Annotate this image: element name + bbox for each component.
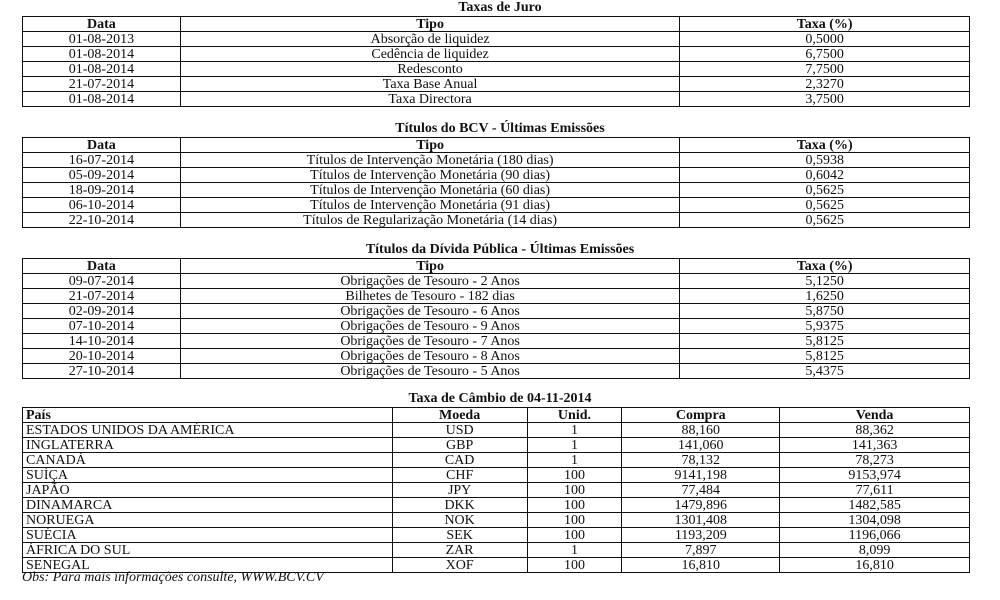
table-cell: 5,8125 xyxy=(680,334,970,349)
table-cell: 5,1250 xyxy=(680,274,970,289)
table-cell: 100 xyxy=(527,513,622,528)
column-header: Taxa (%) xyxy=(680,17,970,32)
table-row xyxy=(23,528,970,543)
table-row xyxy=(23,364,970,379)
table-cell: 9153,974 xyxy=(780,468,970,483)
table-row xyxy=(23,92,970,107)
table-cell: 01-08-2013 xyxy=(23,32,181,47)
table-cell: 20-10-2014 xyxy=(23,349,181,364)
table-row xyxy=(23,198,970,213)
table-cell: 141,363 xyxy=(780,438,970,453)
table-row xyxy=(23,334,970,349)
table-cell: SUÍÇA xyxy=(23,468,393,483)
table-cell: 5,8125 xyxy=(680,349,970,364)
cambio-title: Taxa de Câmbio de 04-11-2014 xyxy=(408,391,592,406)
table-cell: Obrigações de Tesouro - 9 Anos xyxy=(180,319,680,334)
table-cell: 100 xyxy=(527,498,622,513)
table-cell: GBP xyxy=(392,438,527,453)
column-header: Taxa (%) xyxy=(680,259,970,274)
table-cell: NORUEGA xyxy=(23,513,393,528)
table-row xyxy=(23,543,970,558)
table-cell: Títulos de Intervenção Monetária (91 dias) xyxy=(180,198,680,213)
table-cell: Obrigações de Tesouro - 6 Anos xyxy=(180,304,680,319)
table-row xyxy=(23,32,970,47)
table-cell: USD xyxy=(392,423,527,438)
table-cell: Obrigações de Tesouro - 7 Anos xyxy=(180,334,680,349)
table-row xyxy=(23,498,970,513)
table-row xyxy=(23,349,970,364)
table-cell: 14-10-2014 xyxy=(23,334,181,349)
table-row xyxy=(23,153,970,168)
table-cell: 27-10-2014 xyxy=(23,364,181,379)
table-cell: 100 xyxy=(527,528,622,543)
table-row xyxy=(23,77,970,92)
table-cell: 1479,896 xyxy=(622,498,780,513)
table-cell: 16,810 xyxy=(780,558,970,573)
table-cell: 77,611 xyxy=(780,483,970,498)
table-cell: Cedência de liquidez xyxy=(180,47,679,62)
table-cell: 06-10-2014 xyxy=(23,198,181,213)
column-header: Data xyxy=(23,138,181,153)
titulos-bcv-table xyxy=(22,137,970,228)
table-cell: 77,484 xyxy=(622,483,780,498)
table-cell: 1 xyxy=(527,438,622,453)
table-cell: 0,5625 xyxy=(680,213,970,228)
column-header: Compra xyxy=(622,408,780,423)
table-cell: Obrigações de Tesouro - 5 Anos xyxy=(180,364,680,379)
header-row xyxy=(23,259,970,274)
table-cell: Títulos de Intervenção Monetária (180 dias) xyxy=(180,153,680,168)
table-cell: 8,099 xyxy=(780,543,970,558)
table-cell: Obrigações de Tesouro - 2 Anos xyxy=(180,274,680,289)
cambio-table xyxy=(22,407,970,573)
table-cell: 88,160 xyxy=(622,423,780,438)
header-row xyxy=(23,138,970,153)
table-cell: CAD xyxy=(392,453,527,468)
table-cell: 100 xyxy=(527,468,622,483)
column-header: Tipo xyxy=(180,17,679,32)
table-cell: 0,5938 xyxy=(680,153,970,168)
table-row xyxy=(23,438,970,453)
table-cell: 1 xyxy=(527,453,622,468)
table-cell: 78,273 xyxy=(780,453,970,468)
table-cell: 1,6250 xyxy=(680,289,970,304)
taxas-juro-title: Taxas de Juro xyxy=(458,0,542,15)
table-cell: 1301,408 xyxy=(622,513,780,528)
table-cell: 16,810 xyxy=(622,558,780,573)
table-cell: DKK xyxy=(392,498,527,513)
table-cell: 1304,098 xyxy=(780,513,970,528)
table-cell: 02-09-2014 xyxy=(23,304,181,319)
column-header: Venda xyxy=(780,408,970,423)
table-cell: 1 xyxy=(527,423,622,438)
table-cell: Títulos de Regularização Monetária (14 dias) xyxy=(180,213,680,228)
table-cell: Obrigações de Tesouro - 8 Anos xyxy=(180,349,680,364)
column-header: Tipo xyxy=(180,138,680,153)
table-cell: 5,8750 xyxy=(680,304,970,319)
table-row xyxy=(23,274,970,289)
table-cell: 2,3270 xyxy=(680,77,970,92)
table-cell: 0,5625 xyxy=(680,198,970,213)
table-cell: JAPÃO xyxy=(23,483,393,498)
table-cell: 1 xyxy=(527,543,622,558)
table-cell: 18-09-2014 xyxy=(23,183,181,198)
table-row xyxy=(23,183,970,198)
table-cell: Taxa Base Anual xyxy=(180,77,679,92)
table-cell: 21-07-2014 xyxy=(23,289,181,304)
table-cell: Títulos de Intervenção Monetária (90 dias) xyxy=(180,168,680,183)
table-cell: CANADÁ xyxy=(23,453,393,468)
header-row xyxy=(23,408,970,423)
column-header: País xyxy=(23,408,393,423)
table-cell: ZAR xyxy=(392,543,527,558)
table-row xyxy=(23,168,970,183)
table-cell: 05-09-2014 xyxy=(23,168,181,183)
titulos-divida-table xyxy=(22,258,970,379)
table-cell: 01-08-2014 xyxy=(23,92,181,107)
taxas-juro-table xyxy=(22,16,970,107)
table-cell: 0,5000 xyxy=(680,32,970,47)
table-row xyxy=(23,289,970,304)
table-cell: INGLATERRA xyxy=(23,438,393,453)
table-cell: 16-07-2014 xyxy=(23,153,181,168)
table-cell: NOK xyxy=(392,513,527,528)
table-cell: 07-10-2014 xyxy=(23,319,181,334)
obs-note: Obs: Para mais informações consulte, WWW.BCV.CV xyxy=(22,570,324,585)
table-cell: 0,5625 xyxy=(680,183,970,198)
table-cell: Redesconto xyxy=(180,62,679,77)
table-cell: 09-07-2014 xyxy=(23,274,181,289)
table-row xyxy=(23,423,970,438)
table-cell: 22-10-2014 xyxy=(23,213,181,228)
column-header: Taxa (%) xyxy=(680,138,970,153)
table-row xyxy=(23,304,970,319)
table-cell: 3,7500 xyxy=(680,92,970,107)
table-row xyxy=(23,513,970,528)
titulos-bcv-title: Títulos do BCV - Últimas Emissões xyxy=(395,121,605,136)
table-cell: SEK xyxy=(392,528,527,543)
titulos-divida-title: Títulos da Dívida Pública - Últimas Emissões xyxy=(365,242,635,257)
table-row xyxy=(23,453,970,468)
table-cell: 9141,198 xyxy=(622,468,780,483)
table-cell: 1482,585 xyxy=(780,498,970,513)
table-cell: ÁFRICA DO SUL xyxy=(23,543,393,558)
table-cell: SENEGAL xyxy=(23,558,393,573)
table-cell: 1193,209 xyxy=(622,528,780,543)
table-row xyxy=(23,213,970,228)
table-row xyxy=(23,62,970,77)
table-cell: XOF xyxy=(392,558,527,573)
table-cell: 7,7500 xyxy=(680,62,970,77)
table-cell: Títulos de Intervenção Monetária (60 dias) xyxy=(180,183,680,198)
table-cell: 01-08-2014 xyxy=(23,47,181,62)
table-cell: 7,897 xyxy=(622,543,780,558)
table-cell: 0,6042 xyxy=(680,168,970,183)
table-cell: 78,132 xyxy=(622,453,780,468)
table-cell: JPY xyxy=(392,483,527,498)
table-cell: Taxa Directora xyxy=(180,92,679,107)
table-row xyxy=(23,47,970,62)
table-row xyxy=(23,319,970,334)
table-cell: ESTADOS UNIDOS DA AMÉRICA xyxy=(23,423,393,438)
table-cell: 1196,066 xyxy=(780,528,970,543)
table-cell: 6,7500 xyxy=(680,47,970,62)
table-row xyxy=(23,483,970,498)
table-cell: 01-08-2014 xyxy=(23,62,181,77)
table-cell: 100 xyxy=(527,558,622,573)
table-cell: 100 xyxy=(527,483,622,498)
column-header: Data xyxy=(23,259,181,274)
column-header: Tipo xyxy=(180,259,680,274)
table-cell: 5,4375 xyxy=(680,364,970,379)
table-cell: CHF xyxy=(392,468,527,483)
table-cell: SUÉCIA xyxy=(23,528,393,543)
table-cell: 21-07-2014 xyxy=(23,77,181,92)
table-cell: DINAMARCA xyxy=(23,498,393,513)
table-cell: Absorção de liquidez xyxy=(180,32,679,47)
table-cell: 88,362 xyxy=(780,423,970,438)
column-header: Moeda xyxy=(392,408,527,423)
column-header: Data xyxy=(23,17,181,32)
header-row xyxy=(23,17,970,32)
table-cell: Bilhetes de Tesouro - 182 dias xyxy=(180,289,680,304)
table-cell: 5,9375 xyxy=(680,319,970,334)
table-row xyxy=(23,468,970,483)
column-header: Unid. xyxy=(527,408,622,423)
table-cell: 141,060 xyxy=(622,438,780,453)
